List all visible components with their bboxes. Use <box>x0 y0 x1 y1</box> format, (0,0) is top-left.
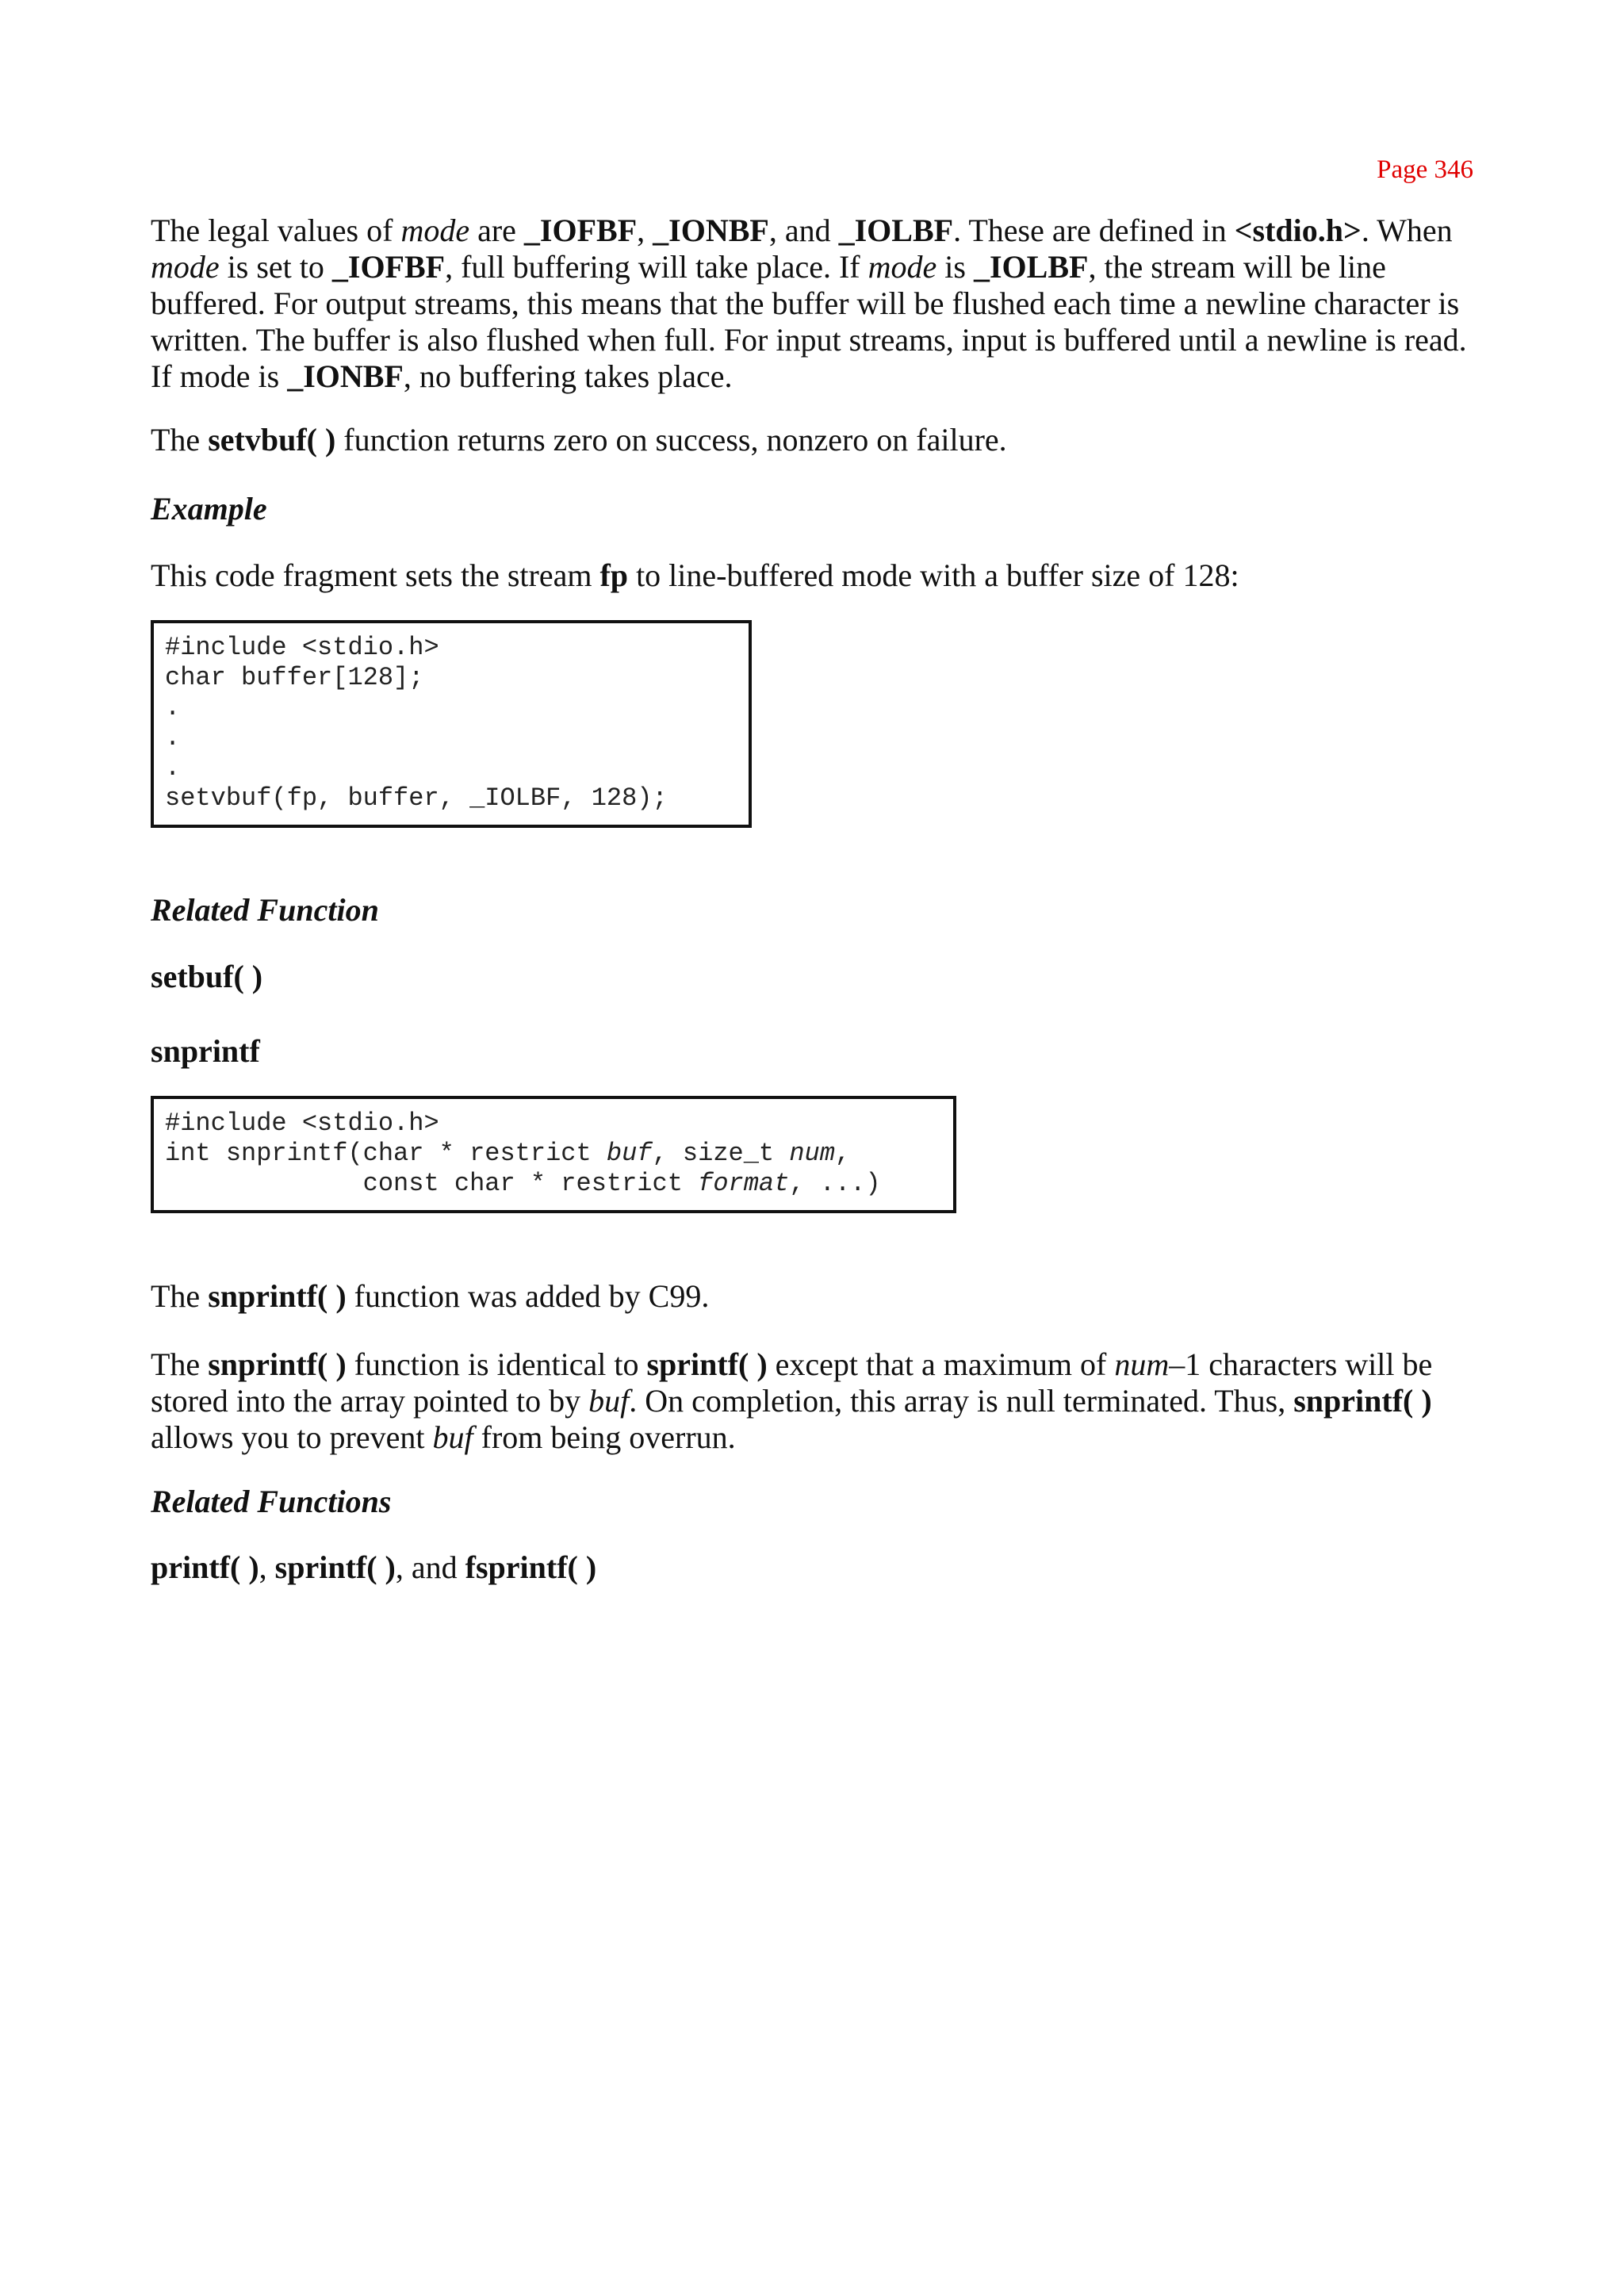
text-run-bold: fp <box>599 557 629 593</box>
text-run: function returns zero on success, nonzero on failure. <box>335 422 1007 458</box>
code-line: setvbuf(fp, buffer, _IOLBF, 128); <box>165 783 668 813</box>
text-run: , no buffering takes place. <box>403 358 733 394</box>
snprintf-title: snprintf <box>151 1033 260 1069</box>
code-line: char buffer[128]; <box>165 663 424 692</box>
text-run: function is identical to <box>346 1346 647 1382</box>
text-run: , <box>637 213 653 248</box>
snprintf-prototype-block <box>151 1096 956 1213</box>
text-run: . On completion, this array is null terminated. Thus, <box>629 1383 1294 1419</box>
text-run: The <box>151 1278 209 1314</box>
related-functions-heading: Related Functions <box>151 1484 392 1519</box>
text-run: , <box>259 1549 275 1585</box>
code-param-italic: buf <box>606 1139 653 1168</box>
text-run: , full buffering will take place. If <box>445 249 868 285</box>
mode-values-paragraph <box>151 213 1467 395</box>
text-run: , the stream will be line buffered. For output streams, this means that the buffer will be flushed each time a newline character is written. The buffer is also flushed when full. For input streams, input is buffered until a newline is read. If mode is <box>151 249 1467 394</box>
text-run-italic: mode <box>868 249 937 285</box>
text-run: is <box>936 249 974 285</box>
code-text: , <box>834 1139 851 1168</box>
text-run: from being overrun. <box>473 1419 736 1455</box>
text-run: are <box>469 213 524 248</box>
snprintf-description-paragraph <box>151 1346 1467 1456</box>
text-run: . When <box>1361 213 1453 248</box>
example-heading: Example <box>151 491 267 527</box>
example-description-paragraph <box>151 557 1467 594</box>
function-reference: printf( ) <box>151 1549 259 1585</box>
text-run: to line-buffered mode with a buffer size of 128: <box>628 557 1239 593</box>
code-param-italic: num <box>789 1139 835 1168</box>
page-number: Page 346 <box>1377 155 1473 184</box>
text-run-bold: setvbuf( ) <box>208 422 336 458</box>
text-run: This code fragment sets the stream <box>151 557 600 593</box>
setbuf-reference: setbuf( ) <box>151 959 263 994</box>
related-function-heading: Related Function <box>151 892 379 928</box>
text-run: , and <box>768 213 839 248</box>
text-run: The legal values of <box>151 213 401 248</box>
code-param-italic: format <box>698 1169 790 1198</box>
text-run-italic: mode <box>151 249 220 285</box>
text-run-italic: mode <box>400 213 470 248</box>
code-text: , size_t <box>652 1139 790 1168</box>
code-line: . <box>165 753 181 783</box>
text-run-bold: _IOLBF <box>973 249 1089 285</box>
text-run-bold: _IONBF <box>653 213 769 248</box>
code-text: , ...) <box>789 1169 881 1198</box>
text-run: is set to <box>219 249 332 285</box>
text-run-bold: snprintf( ) <box>1293 1383 1432 1419</box>
text-run-bold: _IONBF <box>287 358 404 394</box>
text-run: . These are defined in <box>953 213 1235 248</box>
setvbuf-return-paragraph <box>151 422 1467 458</box>
function-reference: fsprintf( ) <box>465 1549 597 1585</box>
text-run-bold: <stdio.h> <box>1234 213 1362 248</box>
text-run: The <box>151 422 209 458</box>
text-run-bold: _IOFBF <box>331 249 446 285</box>
text-run-bold: _IOLBF <box>838 213 954 248</box>
text-run-italic: buf <box>432 1419 473 1455</box>
text-run-bold: snprintf( ) <box>208 1346 347 1382</box>
related-functions-list <box>151 1549 1467 1586</box>
code-text: int snprintf(char * restrict <box>165 1139 607 1168</box>
code-text: const char * restrict <box>165 1169 699 1198</box>
code-line <box>165 1169 942 1199</box>
code-line: . <box>165 723 181 753</box>
text-run: , and <box>395 1549 465 1585</box>
code-line: . <box>165 693 181 722</box>
text-run: allows you to prevent <box>151 1419 433 1455</box>
text-run-italic: buf <box>588 1383 630 1419</box>
text-run: function was added by C99. <box>346 1278 710 1314</box>
function-reference: sprintf( ) <box>274 1549 396 1585</box>
code-line: #include <stdio.h> <box>165 1109 439 1138</box>
text-run-bold: sprintf( ) <box>646 1346 768 1382</box>
code-line: #include <stdio.h> <box>165 633 439 662</box>
text-run-bold: _IOFBF <box>523 213 638 248</box>
snprintf-c99-paragraph <box>151 1278 1467 1315</box>
text-run-bold: snprintf( ) <box>208 1278 347 1314</box>
example-code-block <box>151 620 752 828</box>
text-run: –1 characters will be stored into the array pointed to by <box>151 1346 1433 1419</box>
text-run: except that a maximum of <box>767 1346 1115 1382</box>
text-run-italic: num <box>1114 1346 1170 1382</box>
code-line <box>165 1139 942 1169</box>
text-run: The <box>151 1346 209 1382</box>
